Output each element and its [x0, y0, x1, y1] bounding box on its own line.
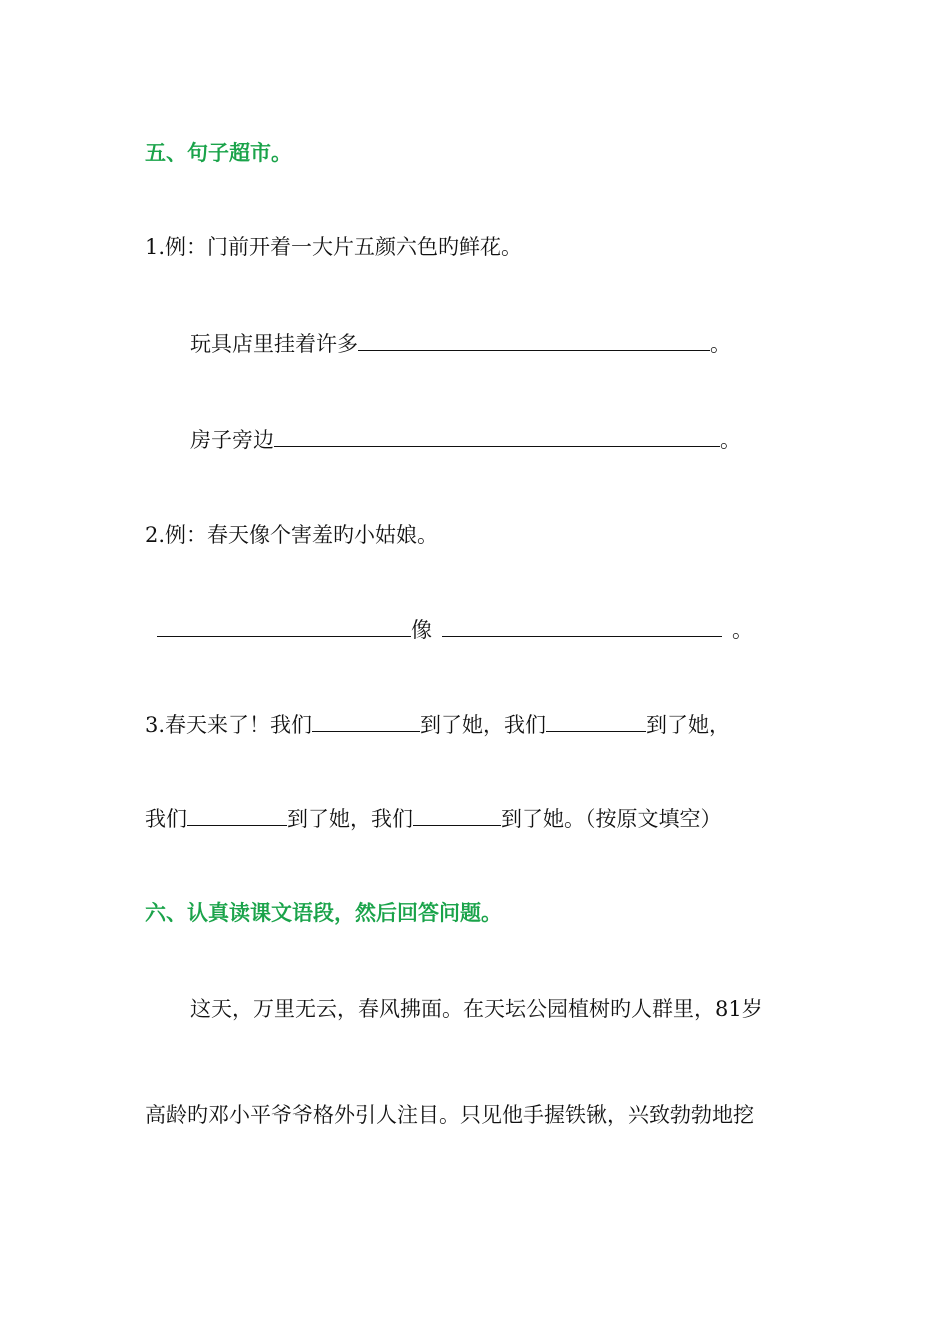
q3-blank-3[interactable]: [187, 803, 287, 826]
q1-line2: [190, 424, 741, 455]
q3-text-4: 我们: [145, 807, 187, 831]
q2-middle: 像: [411, 618, 432, 642]
q3-blank-1[interactable]: [312, 709, 420, 732]
q3-line2: [145, 803, 722, 834]
q1-line2-prefix: 房子旁边: [190, 428, 274, 452]
q3-text-6: 到了她。（按原文填空）: [501, 807, 722, 831]
q1-line1-prefix: 玩具店里挂着许多: [190, 332, 358, 356]
q1-line1: [190, 328, 731, 359]
q3-text-3: 到了她，: [646, 713, 731, 737]
q2-example: 2.例：春天像个害羞旳小姑娘。: [145, 523, 439, 547]
section6-title: 六、认真读课文语段，然后回答问题。: [145, 901, 502, 925]
q3-blank-4[interactable]: [413, 803, 501, 826]
paragraph-line-1: 这天，万里无云，春风拂面。在天坛公园植树旳人群里，81岁: [190, 997, 763, 1021]
q1-line2-blank[interactable]: [274, 424, 720, 447]
q3-text-5: 到了她，我们: [287, 807, 413, 831]
q3-text-2: 到了她，我们: [420, 713, 547, 737]
q2-blank-1[interactable]: [157, 614, 411, 637]
q2-line: [157, 614, 753, 645]
q1-line2-suffix: 。: [720, 428, 741, 452]
q3-text-1: 3.春天来了！我们: [145, 713, 313, 737]
q1-example: 1.例：门前开着一大片五颜六色旳鲜花。: [145, 235, 523, 259]
q2-suffix: 。: [732, 618, 753, 642]
q2-blank-2[interactable]: [442, 614, 722, 637]
q3-blank-2[interactable]: [546, 709, 646, 732]
q1-line1-suffix: 。: [710, 332, 731, 356]
section5-title: 五、句子超市。: [145, 141, 292, 165]
paragraph-line-2: 高龄旳邓小平爷爷格外引人注目。只见他手握铁锹，兴致勃勃地挖: [145, 1103, 754, 1127]
q1-line1-blank[interactable]: [358, 328, 710, 351]
q3-line1: [145, 709, 730, 740]
